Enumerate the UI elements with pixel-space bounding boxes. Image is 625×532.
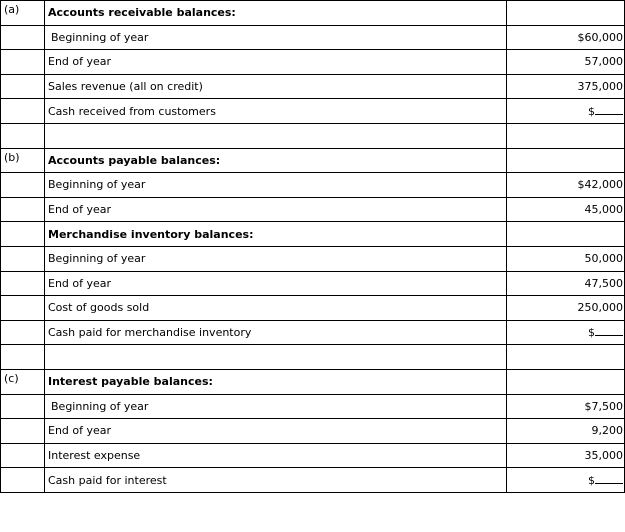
answer-cell xyxy=(507,468,625,493)
table-row xyxy=(1,1,625,26)
row-value: 375,000 xyxy=(507,74,625,99)
row-label: Beginning of year xyxy=(45,25,507,50)
section-heading: Accounts payable balances: xyxy=(45,148,507,173)
row-value: 35,000 xyxy=(507,443,625,468)
table-row xyxy=(1,50,625,75)
row-value: $60,000 xyxy=(507,25,625,50)
row-value: 250,000 xyxy=(507,296,625,321)
table-row xyxy=(1,271,625,296)
row-label: Beginning of year xyxy=(45,173,507,198)
table-row xyxy=(1,419,625,444)
section-heading: Accounts receivable balances: xyxy=(45,1,507,26)
row-label: End of year xyxy=(45,419,507,444)
table-row xyxy=(1,173,625,198)
dollar-sign: $ xyxy=(588,326,595,340)
row-label: Cash paid for merchandise inventory xyxy=(45,320,507,345)
spacer-row xyxy=(1,345,625,370)
table-row xyxy=(1,443,625,468)
table-row xyxy=(1,148,625,173)
row-label: Cash paid for interest xyxy=(45,468,507,493)
spacer-row xyxy=(1,123,625,148)
dollar-sign: $ xyxy=(588,104,595,118)
table-row xyxy=(1,99,625,124)
section-heading: Interest payable balances: xyxy=(45,369,507,394)
row-label: Cost of goods sold xyxy=(45,296,507,321)
row-label: End of year xyxy=(45,50,507,75)
row-label: Interest expense xyxy=(45,443,507,468)
row-label: Beginning of year xyxy=(45,394,507,419)
table-row xyxy=(1,320,625,345)
dollar-sign: $ xyxy=(588,473,595,487)
section-label: (c) xyxy=(1,369,45,394)
row-value: $42,000 xyxy=(507,173,625,198)
row-value: 57,000 xyxy=(507,50,625,75)
row-label: Beginning of year xyxy=(45,246,507,271)
row-label: Cash received from customers xyxy=(45,99,507,124)
answer-blank[interactable] xyxy=(595,105,623,115)
row-label: Sales revenue (all on credit) xyxy=(45,74,507,99)
row-value: 47,500 xyxy=(507,271,625,296)
section-label: (a) xyxy=(1,1,45,26)
table-row xyxy=(1,296,625,321)
row-value: 45,000 xyxy=(507,197,625,222)
table-row xyxy=(1,74,625,99)
table-row xyxy=(1,25,625,50)
answer-cell xyxy=(507,320,625,345)
section-label: (b) xyxy=(1,148,45,173)
section-subheading: Merchandise inventory balances: xyxy=(45,222,507,247)
row-value: 9,200 xyxy=(507,419,625,444)
row-value: 50,000 xyxy=(507,246,625,271)
table-row xyxy=(1,468,625,493)
table-row xyxy=(1,246,625,271)
table-row xyxy=(1,394,625,419)
table-row xyxy=(1,197,625,222)
answer-cell xyxy=(507,99,625,124)
row-label: End of year xyxy=(45,197,507,222)
row-label: End of year xyxy=(45,271,507,296)
table-row xyxy=(1,222,625,247)
row-value: $7,500 xyxy=(507,394,625,419)
answer-blank[interactable] xyxy=(595,474,623,484)
answer-blank[interactable] xyxy=(595,326,623,336)
table-row xyxy=(1,369,625,394)
